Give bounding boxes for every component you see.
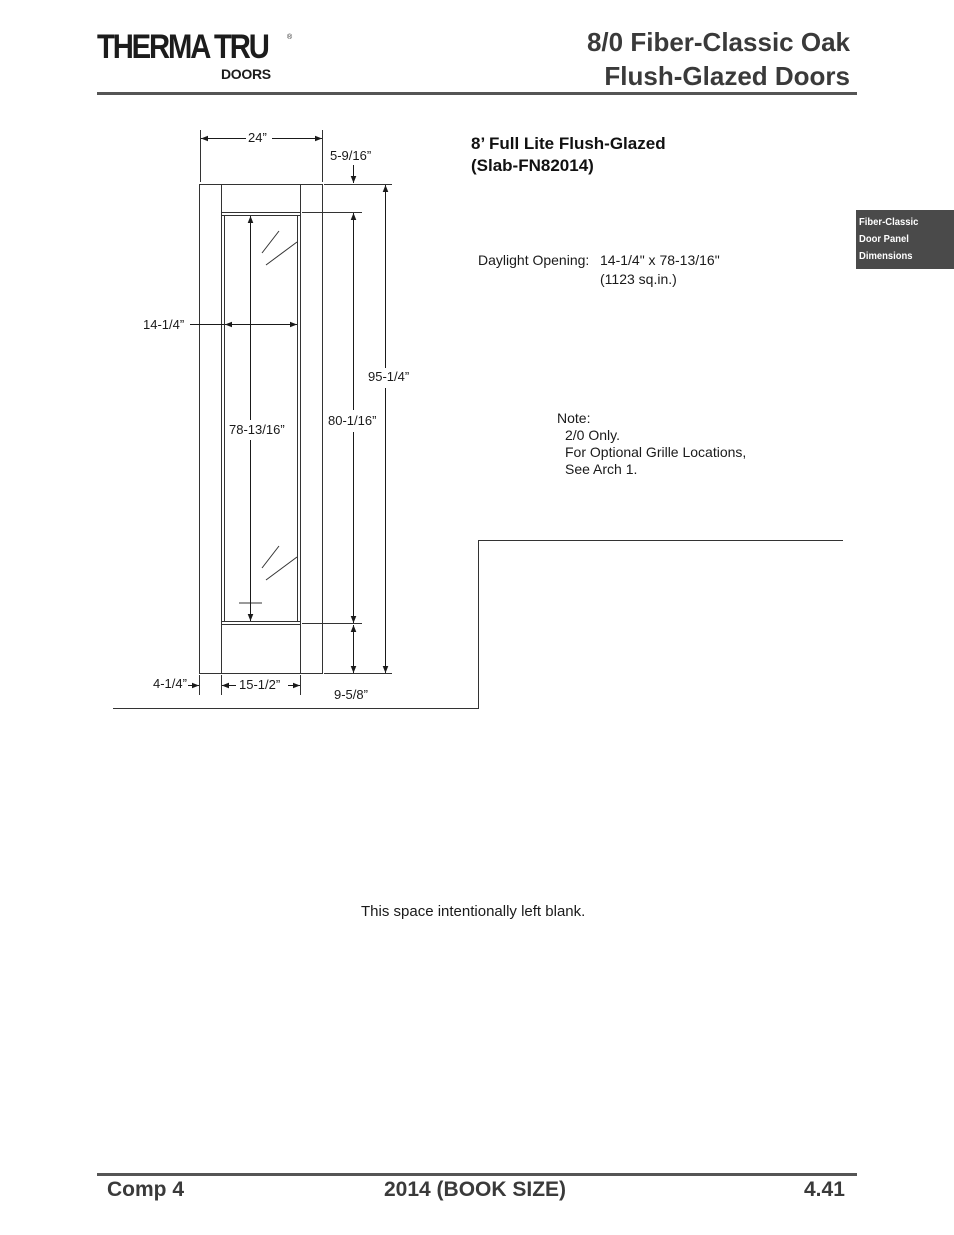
dim-label-top-rail: 5-9/16”	[330, 148, 372, 163]
glass-reflection	[262, 546, 279, 568]
daylight-label: Daylight Opening:	[478, 252, 590, 268]
side-tab-line: Fiber-Classic	[859, 216, 919, 228]
glass-reflection	[262, 231, 279, 253]
side-tab-line: Dimensions	[859, 250, 913, 262]
footer-page-number: 4.41	[804, 1178, 845, 1201]
note-label: Note:	[557, 410, 591, 426]
footer-rule	[97, 1173, 857, 1176]
glass-reflection	[266, 557, 297, 580]
blank-notice: This space intentionally left blank.	[361, 903, 586, 920]
section-title-line1: 8’ Full Lite Flush-Glazed	[471, 134, 666, 153]
page-title-line1: 8/0 Fiber-Classic Oak	[586, 27, 850, 57]
note-line: 2/0 Only.	[565, 427, 620, 443]
brand-logo-text: THERMA TRU	[97, 28, 268, 66]
side-tab-line: Door Panel	[859, 233, 909, 245]
dim-label-lite-height: 80-1/16”	[328, 413, 377, 428]
daylight-area: (1123 sq.in.)	[600, 271, 677, 287]
footer-left: Comp 4	[107, 1178, 185, 1201]
dim-label-glass-width: 14-1/4”	[143, 317, 185, 332]
dim-label-glass-height: 78-13/16”	[229, 422, 285, 437]
footer-center: 2014 (BOOK SIZE)	[384, 1178, 567, 1201]
glass-lite	[225, 216, 298, 622]
brand-logo-sub: DOORS	[221, 66, 271, 82]
daylight-value: 14-1/4" x 78-13/16"	[600, 252, 720, 268]
section-title-line2: (Slab-FN82014)	[471, 156, 594, 175]
registered-mark: ®	[287, 34, 293, 41]
dim-label-stile: 4-1/4”	[153, 676, 187, 691]
dim-label-bottom-width: 15-1/2”	[239, 677, 281, 692]
glass-reflection	[266, 242, 297, 265]
note-line: For Optional Grille Locations,	[565, 444, 747, 460]
page-title-line2: Flush-Glazed Doors	[604, 61, 850, 91]
dim-label-width: 24”	[248, 130, 267, 145]
note-line: See Arch 1.	[565, 461, 638, 477]
dim-label-overall-height: 95-1/4”	[368, 369, 410, 384]
dim-label-bottom-rail: 9-5/8”	[334, 687, 368, 702]
